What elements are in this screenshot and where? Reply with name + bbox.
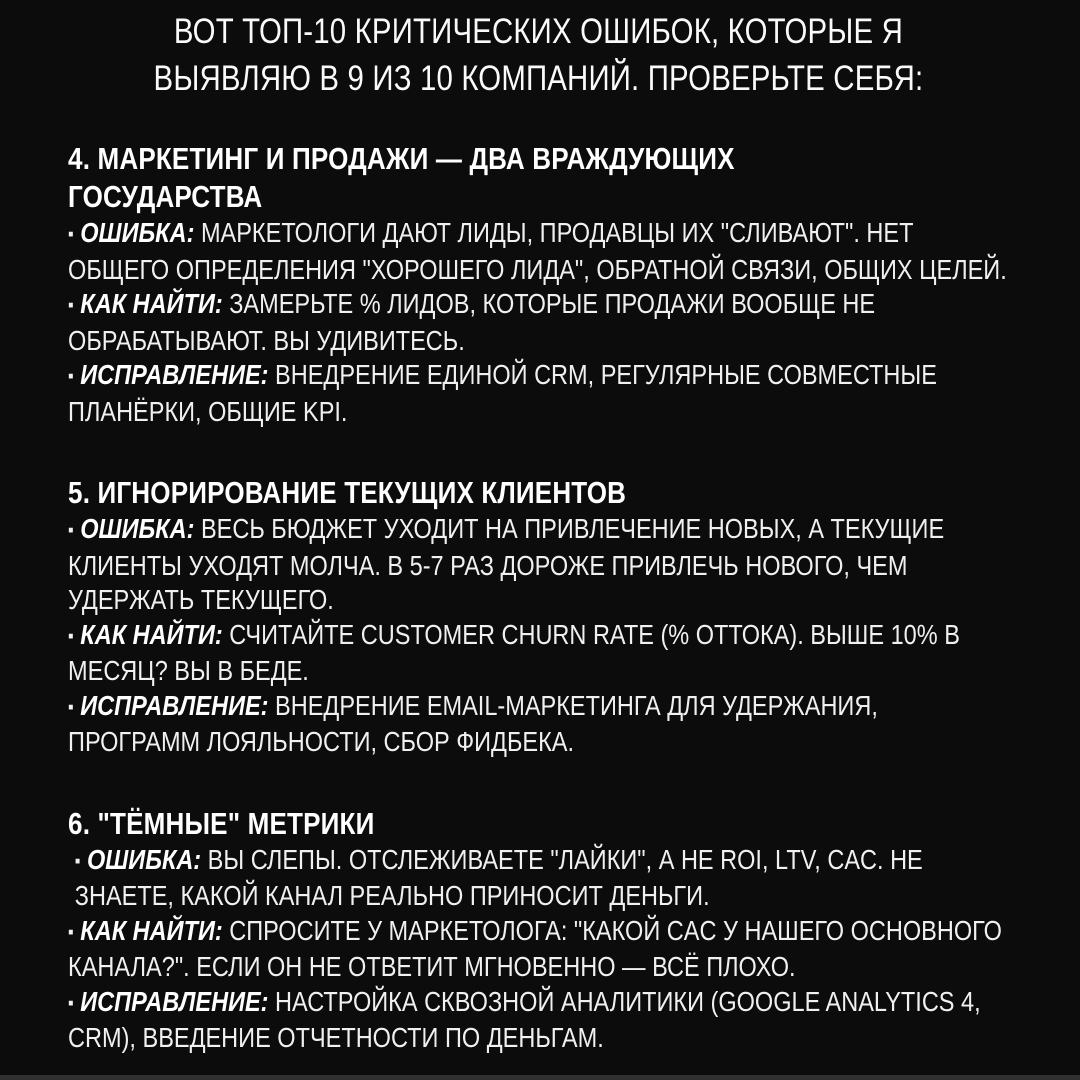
section-heading-line: 4. МАРКЕТИНГ И ПРОДАЖИ — ДВА ВРАЖДУЮЩИХ bbox=[68, 141, 735, 176]
bullet-text: НАСТРОЙКА СКВОЗНОЙ АНАЛИТИКИ (GOOGLE ANALYTICS 4, CRM), ВВЕДЕНИЕ ОТЧЕТНОСТИ ПО ДЕНЬГАМ. bbox=[68, 985, 981, 1053]
poster-title-line-2: ВЫЯВЛЯЮ В 9 ИЗ 10 КОМПАНИЙ. ПРОВЕРЬТЕ СЕБЯ: bbox=[153, 59, 924, 98]
section-6 bbox=[68, 805, 1009, 1056]
bullet-text: ЗАМЕРЬТЕ % ЛИДОВ, КОТОРЫЕ ПРОДАЖИ ВООБЩЕ НЕ ОБРАБАТЫВАЮТ. ВЫ УДИВИТЕСЬ. bbox=[68, 288, 876, 356]
bullet-square-icon: ▪ bbox=[74, 850, 81, 872]
bullet-label: КАК НАЙТИ: bbox=[80, 288, 223, 319]
bullet-square-icon: ▪ bbox=[68, 992, 74, 1014]
bullet-item-how-to-find bbox=[68, 287, 1009, 358]
bullet-item-mistake bbox=[68, 216, 1009, 287]
bullet-text: ВЕСЬ БЮДЖЕТ УХОДИТ НА ПРИВЛЕЧЕНИЕ НОВЫХ, А ТЕКУЩИЕ КЛИЕНТЫ УХОДЯТ МОЛЧА. В 5-7 РАЗ ДОРОЖЕ ПРИВЛЕЧЬ НОВОГО, ЧЕМ УДЕРЖАТЬ ТЕКУЩЕГО. bbox=[68, 513, 945, 615]
section-5 bbox=[68, 474, 1009, 760]
bullet-label: ОШИБКА: bbox=[80, 513, 195, 544]
bullet-square-icon: ▪ bbox=[68, 696, 74, 718]
poster-title-line-1: ВОТ ТОП-10 КРИТИЧЕСКИХ ОШИБОК, КОТОРЫЕ Я bbox=[173, 12, 903, 51]
bullet-label: ОШИБКА: bbox=[86, 843, 202, 875]
section-heading bbox=[68, 474, 1009, 512]
bullet-label: ОШИБКА: bbox=[80, 217, 195, 248]
bullet-square-icon: ▪ bbox=[68, 625, 74, 647]
bullet-item-mistake bbox=[68, 512, 1009, 618]
bullet-square-icon: ▪ bbox=[68, 295, 74, 316]
bullet-square-icon: ▪ bbox=[68, 921, 74, 943]
bullet-text: МАРКЕТОЛОГИ ДАЮТ ЛИДЫ, ПРОДАВЦЫ ИХ "СЛИВАЮТ". НЕТ ОБЩЕГО ОПРЕДЕЛЕНИЯ "ХОРОШЕГО ЛИДА", ОБРАТНОЙ СВЯЗИ, ОБЩИХ ЦЕЛЕЙ. bbox=[68, 217, 1007, 285]
bullet-item-how-to-find bbox=[68, 618, 1009, 689]
section-heading-line: 5. ИГНОРИРОВАНИЕ ТЕКУЩИХ КЛИЕНТОВ bbox=[68, 475, 627, 510]
bullet-text: СПРОСИТЕ У МАРКЕТОЛОГА: "КАКОЙ CAC У НАШЕГО ОСНОВНОГО КАНАЛА?". ЕСЛИ ОН НЕ ОТВЕТИТ МГНОВЕННО — ВСЁ ПЛОХО. bbox=[68, 914, 1002, 982]
section-heading bbox=[68, 140, 1009, 216]
bullet-item-fix bbox=[68, 689, 1009, 760]
poster-title bbox=[68, 8, 1009, 102]
bottom-edge-strip bbox=[0, 1075, 1080, 1080]
bullet-item-fix bbox=[68, 358, 1009, 429]
bullet-square-icon: ▪ bbox=[68, 520, 74, 541]
bullet-item-mistake bbox=[68, 843, 1009, 914]
bullet-square-icon: ▪ bbox=[68, 224, 74, 245]
bullet-item-fix bbox=[68, 985, 1009, 1056]
bullet-label: ИСПРАВЛЕНИЕ: bbox=[80, 985, 269, 1017]
bullet-text: СЧИТАЙТЕ CUSTOMER CHURN RATE (% ОТТОКА). ВЫШЕ 10% В МЕСЯЦ? ВЫ В БЕДЕ. bbox=[68, 618, 960, 686]
section-heading bbox=[68, 805, 1009, 843]
bullet-square-icon: ▪ bbox=[68, 366, 74, 387]
bullet-text: ВНЕДРЕНИЕ ЕДИНОЙ CRM, РЕГУЛЯРНЫЕ СОВМЕСТНЫЕ ПЛАНЁРКИ, ОБЩИЕ KPI. bbox=[68, 359, 937, 427]
section-4 bbox=[68, 140, 1009, 429]
section-heading-line: 6. "ТЁМНЫЕ" МЕТРИКИ bbox=[68, 805, 375, 841]
bullet-item-how-to-find bbox=[68, 914, 1009, 985]
bullet-text: ВЫ СЛЕПЫ. ОТСЛЕЖИВАЕТЕ "ЛАЙКИ", А НЕ ROI, LTV, CAC. НЕ ЗНАЕТЕ, КАКОЙ КАНАЛ РЕАЛЬНО ПРИНОСИТ ДЕНЬГИ. bbox=[74, 843, 923, 911]
bullet-label: ИСПРАВЛЕНИЕ: bbox=[80, 689, 269, 721]
bullet-label: ИСПРАВЛЕНИЕ: bbox=[80, 359, 269, 390]
bullet-label: КАК НАЙТИ: bbox=[80, 618, 223, 650]
bullet-text: ВНЕДРЕНИЕ EMAIL-МАРКЕТИНГА ДЛЯ УДЕРЖАНИЯ, ПРОГРАММ ЛОЯЛЬНОСТИ, СБОР ФИДБЕКА. bbox=[68, 689, 878, 757]
section-heading-line: ГОСУДАРСТВА bbox=[68, 179, 263, 214]
bullet-label: КАК НАЙТИ: bbox=[80, 914, 223, 946]
